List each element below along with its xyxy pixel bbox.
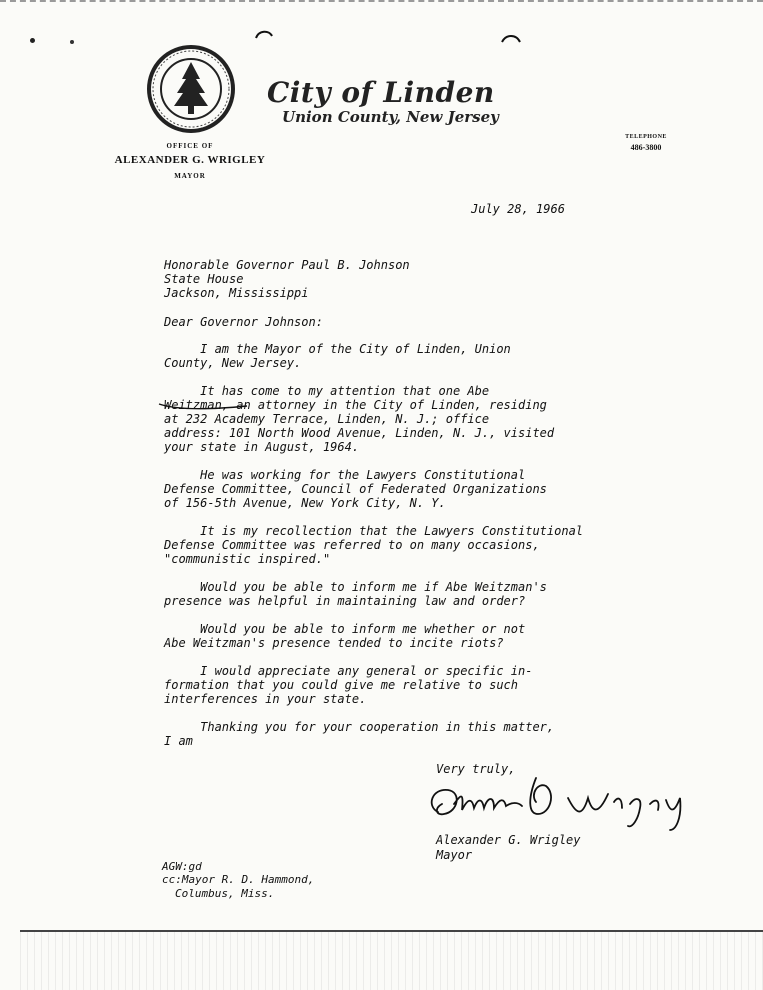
page-top-border xyxy=(0,0,763,2)
recipient-line: Honorable Governor Paul B. Johnson xyxy=(164,258,410,272)
body-line: your state in August, 1964. xyxy=(164,440,360,454)
recipient-line: Jackson, Mississippi xyxy=(164,286,309,300)
body-line: Would you be able to inform me if Abe Weitzman's xyxy=(164,580,547,594)
body-line: I am xyxy=(164,734,193,748)
cc-line: cc:Mayor R. D. Hammond, xyxy=(162,873,315,886)
telephone-block xyxy=(616,134,676,152)
scan-speck xyxy=(70,40,74,44)
recipient-line: State House xyxy=(164,272,244,286)
body-line: I am the Mayor of the City of Linden, Union xyxy=(164,342,511,356)
body-line: I would appreciate any general or specific in- xyxy=(164,664,533,678)
telephone-label: TELEPHONE xyxy=(625,134,667,140)
mayor-name-heading: ALEXANDER G. WRIGLEY xyxy=(114,154,266,166)
scan-speck xyxy=(30,38,35,43)
city-seal-icon xyxy=(146,44,236,134)
body-line: He was working for the Lawyers Constitutional xyxy=(164,468,526,482)
body-line: Weitzman, an attorney in the City of Linden, residing xyxy=(164,398,547,412)
body-line: It has come to my attention that one Abe xyxy=(164,384,490,398)
punch-mark-icon xyxy=(254,28,274,40)
office-of-label: OFFICE OF xyxy=(166,142,214,150)
body-line: Defense Committee, Council of Federated Organizations xyxy=(164,482,547,496)
letterhead-subtitle: Union County, New Jersey xyxy=(282,108,499,126)
typist-initials: AGW:gd xyxy=(162,860,202,873)
letter-date: July 28, 1966 xyxy=(471,202,565,216)
body-line: It is my recollection that the Lawyers Constitutional xyxy=(164,524,584,538)
body-line: County, New Jersey. xyxy=(164,356,302,370)
body-line: at 232 Academy Terrace, Linden, N. J.; office xyxy=(164,412,490,426)
letterhead-title: City of Linden xyxy=(267,76,495,109)
body-line: Abe Weitzman's presence tended to incite riots? xyxy=(164,636,504,650)
signer-name: Alexander G. Wrigley xyxy=(436,833,581,847)
signer-title: Mayor xyxy=(436,848,473,862)
handwritten-underline xyxy=(157,400,249,412)
handwritten-signature xyxy=(418,768,728,838)
body-line: Would you be able to inform me whether or not xyxy=(164,622,526,636)
cc-location: Columbus, Miss. xyxy=(175,887,275,900)
body-line: Defense Committee was referred to on many occasions, xyxy=(164,538,540,552)
body-line: Thanking you for your cooperation in this matter, xyxy=(164,720,555,734)
salutation: Dear Governor Johnson: xyxy=(164,315,323,329)
body-line: of 156-5th Avenue, New York City, N. Y. xyxy=(164,496,446,510)
mayor-role-heading: MAYOR xyxy=(174,172,206,180)
scan-bottom-noise xyxy=(20,930,763,990)
body-line: address: 101 North Wood Avenue, Linden, N. J., visited xyxy=(164,426,555,440)
closing-phrase: Very truly, xyxy=(436,762,516,776)
body-line: presence was helpful in maintaining law and order? xyxy=(164,594,526,608)
body-line: interferences in your state. xyxy=(164,692,367,706)
telephone-number: 486-3800 xyxy=(630,143,662,152)
punch-mark-icon xyxy=(500,32,522,44)
body-line: "communistic inspired." xyxy=(164,552,331,566)
office-block xyxy=(100,142,280,180)
body-line: formation that you could give me relative to such xyxy=(164,678,519,692)
